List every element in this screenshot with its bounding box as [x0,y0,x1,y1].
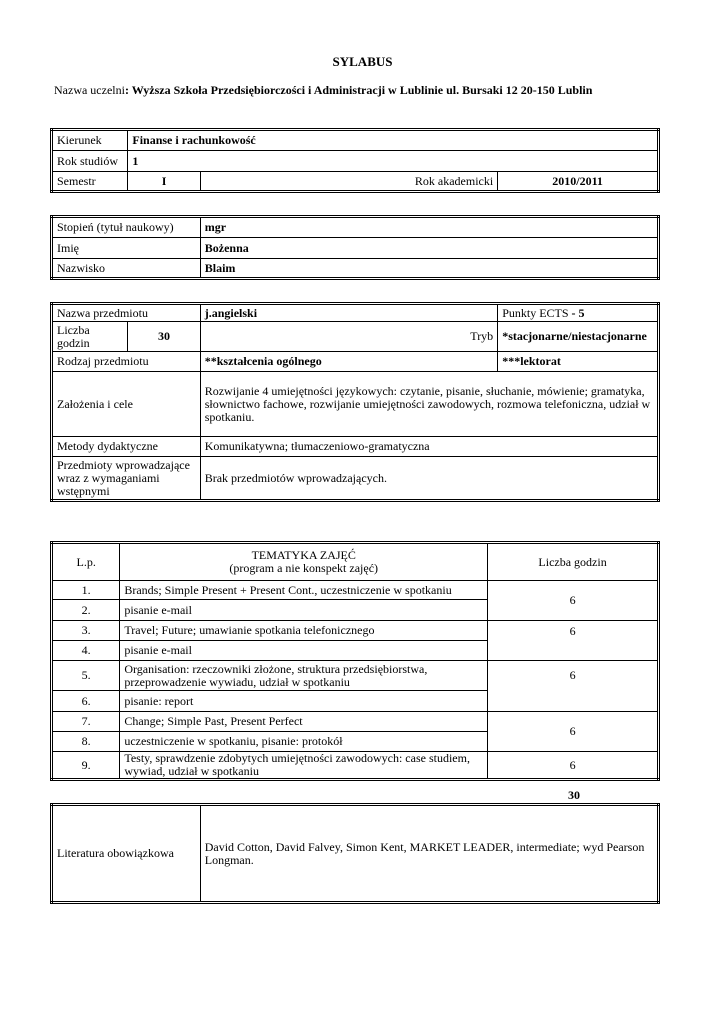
topic-lp: 9. [52,752,120,780]
ects-cell [498,304,659,322]
teacher-table [50,215,660,280]
topics-header-lp: L.p. [52,543,120,581]
course-table [50,302,660,502]
topic-lp: 5. [52,661,120,691]
metody-value: Komunikatywna; tłumaczeniowo-gramatyczna [200,437,658,457]
topics-table [50,541,660,781]
page-title: SYLABUS [332,54,393,69]
topics-header-title: TEMATYKA ZAJĘĆ [251,548,356,562]
topic-lp: 2. [52,600,120,621]
tryb-label: Tryb [200,322,497,352]
rodzaj-label: Rodzaj przedmiotu [52,352,201,372]
nazwisko-value: Blaim [200,259,658,279]
stopien-value: mgr [200,217,658,238]
literature-label: Literatura obowiązkowa [52,805,201,903]
rodzaj-extra: ***lektorat [498,352,659,372]
hours-total: 30 [568,788,580,802]
zalozenia-label: Założenia i cele [52,372,201,437]
topic-text: Change; Simple Past, Present Perfect [120,712,488,732]
ects-value: - 5 [571,305,585,320]
topics-header-tematyka [120,543,488,581]
rok-studiow-label: Rok studiów [52,151,128,172]
liczba-godzin-value: 30 [128,322,200,352]
rodzaj-value: **kształcenia ogólnego [200,352,497,372]
university-label: Nazwa uczelni [54,83,125,97]
university-line [54,83,592,98]
nazwa-przedmiotu-label: Nazwa przedmiotu [52,304,201,322]
topic-hours: 6 [488,752,659,780]
topic-text: Travel; Future; umawianie spotkania telefonicznego [120,621,488,641]
topic-lp: 3. [52,621,120,641]
imie-value: Bożenna [200,238,658,259]
topic-lp: 8. [52,732,120,752]
semestr-label: Semestr [52,172,128,192]
topic-lp: 6. [52,691,120,712]
topic-hours: 6 [488,661,659,712]
zalozenia-value: Rozwijanie 4 umiejętności językowych: czytanie, pisanie, słuchanie, mówienie; gramatyka, słownictwo fachowe, rozwijanie umiejętności zawodowych, rozmowa telefoniczna, udział w spotkaniu. [200,372,658,437]
topic-text: pisanie e-mail [120,641,488,661]
topics-header-hours: Liczba godzin [488,543,659,581]
topic-hours: 6 [488,621,659,661]
university-value: : Wyższa Szkoła Przedsiębiorczości i Administracji w Lublinie ul. Bursaki 12 20-150 Lublin [124,83,593,97]
kierunek-value: Finanse i rachunkowość [128,130,659,151]
stopien-label: Stopień (tytuł naukowy) [52,217,201,238]
ects-label: Punkty ECTS [502,305,572,320]
program-table [50,128,660,193]
topic-text: Organisation: rzeczowniki złożone, struktura przedsiębiorstwa, przeprowadzenie wywiadu, udział w spotkaniu [120,661,488,691]
imie-label: Imię [52,238,201,259]
kierunek-label: Kierunek [52,130,128,151]
nazwisko-label: Nazwisko [52,259,201,279]
topic-text: Brands; Simple Present + Present Cont., uczestniczenie w spotkaniu [120,581,488,600]
topic-lp: 4. [52,641,120,661]
topic-lp: 1. [52,581,120,600]
topics-header-subtitle: (program a nie konspekt zajęć) [229,561,379,575]
wprowadzajace-value: Brak przedmiotów wprowadzających. [200,457,658,501]
topic-lp: 7. [52,712,120,732]
topic-text: pisanie: report [120,691,488,712]
literature-table [50,803,660,904]
topic-text: pisanie e-mail [120,600,488,621]
nazwa-przedmiotu-value: j.angielski [200,304,497,322]
topic-hours: 6 [488,712,659,752]
topic-hours: 6 [488,581,659,621]
rok-akademicki-label: Rok akademicki [200,172,497,192]
wprowadzajace-label: Przedmioty wprowadzające wraz z wymaganiami wstępnymi [52,457,201,501]
semestr-value: I [128,172,200,192]
liczba-godzin-label: Liczba godzin [52,322,128,352]
metody-label: Metody dydaktyczne [52,437,201,457]
rok-studiow-value: 1 [128,151,659,172]
rok-akademicki-value: 2010/2011 [498,172,659,192]
topic-text: uczestniczenie w spotkaniu, pisanie: protokół [120,732,488,752]
literature-value: David Cotton, David Falvey, Simon Kent, MARKET LEADER, intermediate; wyd Pearson Longman. [200,805,658,903]
topic-text: Testy, sprawdzenie zdobytych umiejętności zawodowych: case studiem, wywiad, udział w spotkaniu [120,752,488,780]
tryb-value: *stacjonarne/niestacjonarne [498,322,659,352]
